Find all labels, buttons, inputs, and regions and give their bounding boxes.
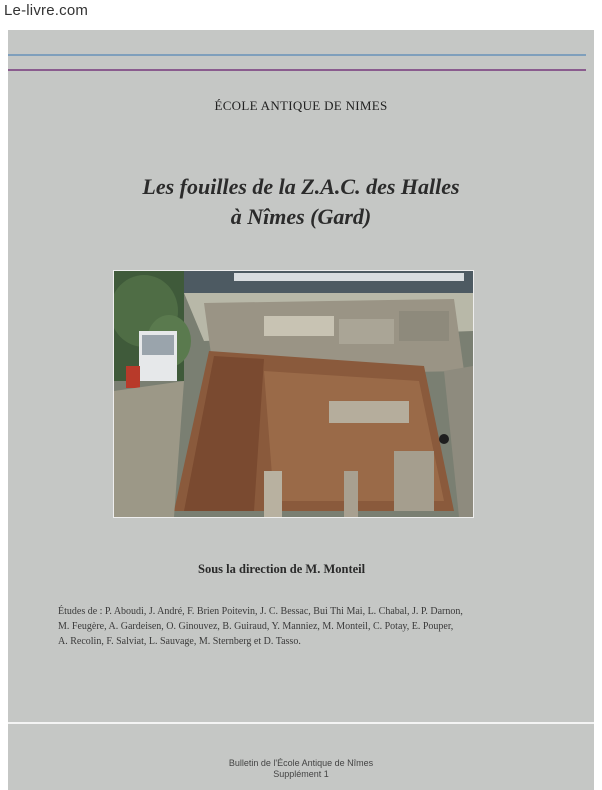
series-footer: [0, 758, 602, 780]
direction-credit: Sous la direction de M. Monteil: [198, 562, 366, 576]
excavation-photo: [113, 270, 474, 518]
watermark: Le-livre.com: [4, 2, 89, 19]
title-line-2: à Nîmes (Gard): [230, 204, 372, 229]
book-title: [0, 172, 602, 232]
title-line-1: Les fouilles de la Z.A.C. des Halles: [142, 174, 460, 199]
authors-line-3: A. Recolin, F. Salviat, L. Sauvage, M. Sternberg et D. Tasso.: [58, 636, 301, 647]
authors-list: [58, 604, 548, 649]
footer-line-2: Supplément 1: [273, 769, 329, 779]
excavation-photo-icon: [114, 271, 473, 517]
footer-line-1: Bulletin de l'École Antique de Nîmes: [228, 758, 374, 768]
authors-line-1: Études de : P. Aboudi, J. André, F. Brien Poitevin, J. C. Bessac, Bui Thi Mai, L. Chabal, J. P. Darnon,: [58, 606, 463, 617]
bottom-white-rule: [8, 722, 594, 724]
top-purple-rule: [8, 69, 586, 71]
school-name: ÉCOLE ANTIQUE DE NIMES: [214, 98, 388, 113]
top-blue-rule: [8, 54, 586, 56]
authors-line-2: M. Feugère, A. Gardeisen, O. Ginouvez, B. Guiraud, Y. Manniez, M. Monteil, C. Potay, E. Pouper,: [58, 621, 454, 632]
